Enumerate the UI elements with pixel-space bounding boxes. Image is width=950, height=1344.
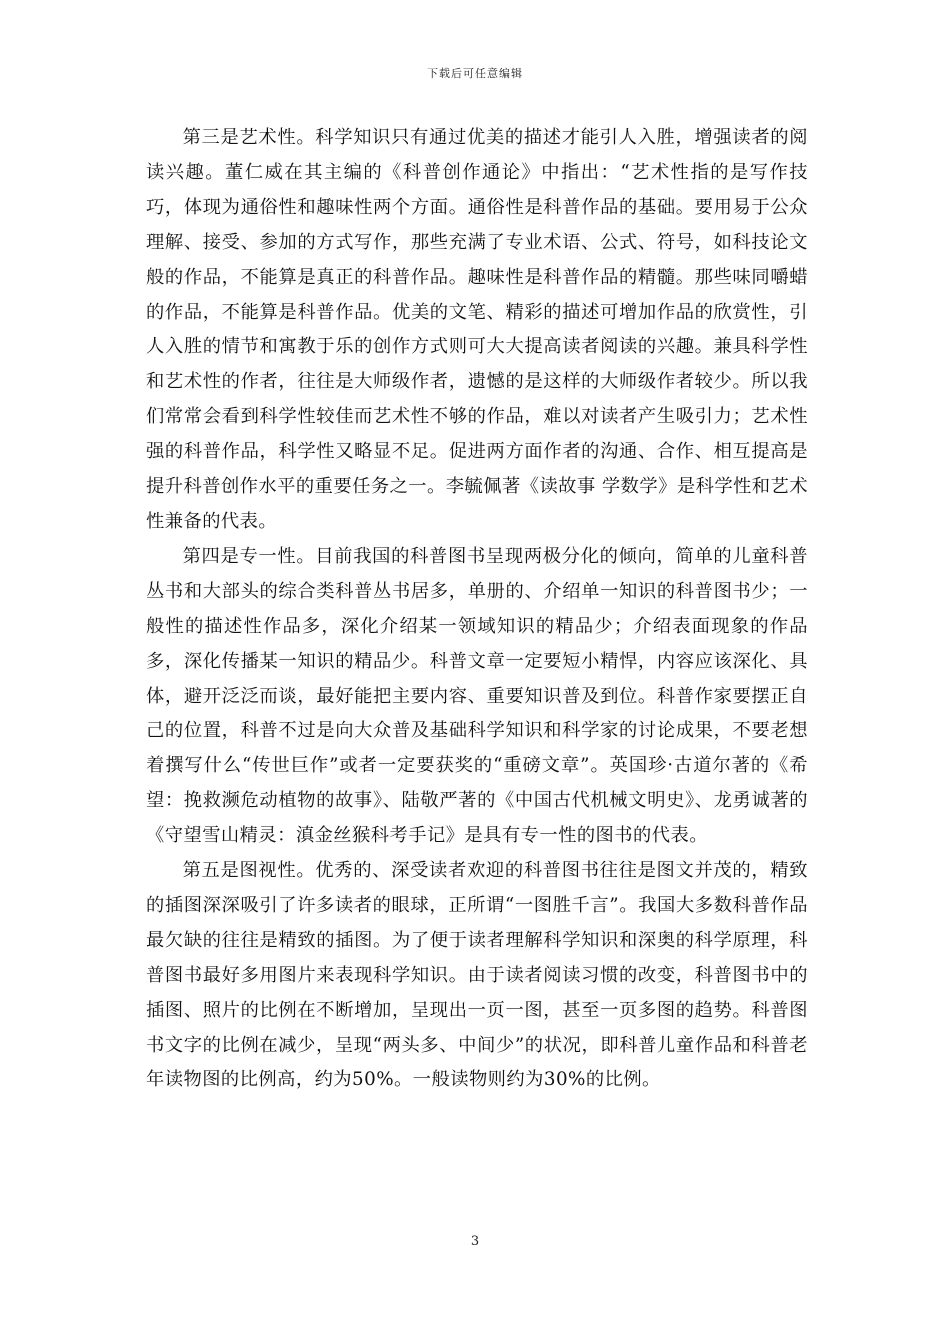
- body-text: [146, 121, 808, 1098]
- paragraph-artistry: 第三是艺术性。科学知识只有通过优美的描述才能引人入胜，增强读者的阅读兴趣。董仁威在其主编的《科普创作通论》中指出：“艺术性指的是写作技巧，体现为通俗性和趣味性两个方面。通俗性是科普作品的基础。要用易于公众理解、接受、参加的方式写作，那些充满了专业术语、公式、符号，如科技论文般的作品，不能算是真正的科普作品。趣味性是科普作品的精髓。那些味同嚼蜡的作品，不能算是科普作品。优美的文笔、精彩的描述可增加作品的欣赏性，引人入胜的情节和寓教于乐的创作方式则可大大提高读者阅读的兴趣。兼具科学性和艺术性的作者，往往是大师级作者，遗憾的是这样的大师级作者较少。所以我们常常会看到科学性较佳而艺术性不够的作品，难以对读者产生吸引力；艺术性强的科普作品，科学性又略显不足。促进两方面作者的沟通、合作、相互提高是提升科普创作水平的重要任务之一。李毓佩著《读故事 学数学》是科学性和艺术性兼备的代表。: [146, 127, 808, 532]
- page-number: 3: [470, 1234, 480, 1249]
- paragraph-specificity: 第四是专一性。目前我国的科普图书呈现两极分化的倾向，简单的儿童科普丛书和大部头的综合类科普丛书居多，单册的、介绍单一知识的科普图书少；一般性的描述性作品多，深化介绍某一领域知识的精品少；介绍表面现象的作品多，深化传播某一知识的精品少。科普文章一定要短小精悍，内容应该深化、具体，避开泛泛而谈，最好能把主要内容、重要知识普及到位。科普作家要摆正自己的位置，科普不过是向大众普及基础科学知识和科学家的讨论成果，不要老想着撰写什么“传世巨作”或者一定要获奖的“重磅文章”。英国珍·古道尔著的《希望：挽救濒危动植物的故事》、陆敬严著的《中国古代机械文明史》、龙勇诚著的《守望雪山精灵：滇金丝猴科考手记》是具有专一性的图书的代表。: [146, 545, 808, 847]
- paragraph-visuality: 第五是图视性。优秀的、深受读者欢迎的科普图书往往是图文并茂的，精致的插图深深吸引了许多读者的眼球，正所谓“一图胜千言”。我国大多数科普作品最欠缺的往往是精致的插图。为了便于读者理解科学知识和深奥的科学原理，科普图书最好多用图片来表现科学知识。由于读者阅读习惯的改变，科普图书中的插图、照片的比例在不断增加，呈现出一页一图，甚至一页多图的趋势。科普图书文字的比例在减少，呈现“两头多、中间少”的状况，即科普儿童作品和科普老年读物图的比例高，约为50%。一般读物则约为30%的比例。: [146, 860, 808, 1091]
- page-header: 下载后可任意编辑: [427, 67, 523, 80]
